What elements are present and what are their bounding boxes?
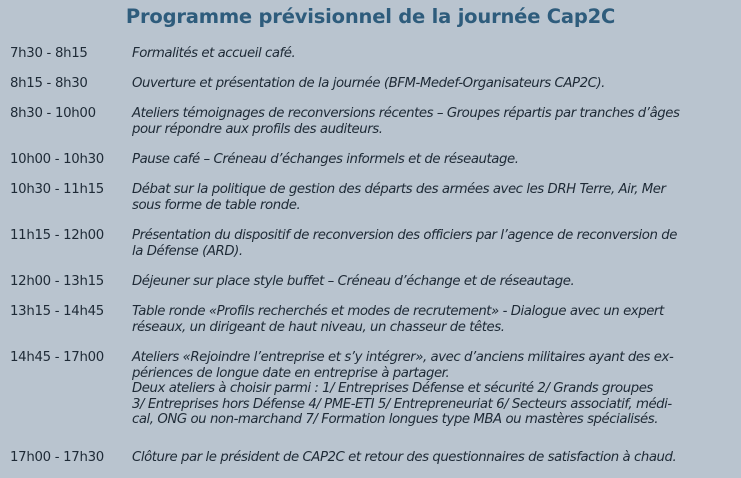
description-line: Ateliers «Rejoindre l’entreprise et s’y intégrer», avec d’anciens militaires ayant des ex- xyxy=(132,350,674,365)
schedule-time: 8h30 - 10h00 xyxy=(10,106,96,121)
schedule-time: 17h00 - 17h30 xyxy=(10,450,104,465)
schedule-time: 10h00 - 10h30 xyxy=(10,152,104,167)
schedule-time: 8h15 - 8h30 xyxy=(10,76,88,91)
schedule-description xyxy=(132,182,732,213)
page-title: Programme prévisionnel de la journée Cap2C xyxy=(125,5,616,28)
schedule-description xyxy=(132,46,732,62)
schedule-time: 12h00 - 13h15 xyxy=(10,274,104,289)
schedule-time: 10h30 - 11h15 xyxy=(10,182,104,197)
description-line: pour répondre aux profils des auditeurs. xyxy=(132,121,383,137)
schedule-description xyxy=(132,450,732,466)
schedule-time: 14h45 - 17h00 xyxy=(10,350,104,365)
schedule-description xyxy=(132,106,732,137)
description-line: réseaux, un dirigeant de haut niveau, un chasseur de têtes. xyxy=(132,319,505,335)
schedule-description xyxy=(132,76,732,92)
description-line: Deux ateliers à choisir parmi : 1/ Entreprises Défense et sécurité 2/ Grands groupes xyxy=(132,381,653,397)
schedule-time: 13h15 - 14h45 xyxy=(10,304,104,319)
description-line: Ateliers témoignages de reconversions récentes – Groupes répartis par tranches d’âges xyxy=(132,106,680,121)
schedule-description xyxy=(132,228,732,259)
description-line: Clôture par le président de CAP2C et retour des questionnaires de satisfaction à chaud. xyxy=(132,450,677,465)
description-line: Déjeuner sur place style buffet – Créneau d’échange et de réseautage. xyxy=(132,274,575,289)
schedule-description xyxy=(132,304,732,335)
description-line: sous forme de table ronde. xyxy=(132,197,301,213)
schedule-description xyxy=(132,274,732,290)
description-line: Ouverture et présentation de la journée (BFM-Medef-Organisateurs CAP2C). xyxy=(132,76,605,91)
description-line: Formalités et accueil café. xyxy=(132,46,296,61)
description-line: Table ronde «Profils recherchés et modes de recrutement» - Dialogue avec un expert xyxy=(132,304,664,319)
description-line: Pause café – Créneau d’échanges informels et de réseautage. xyxy=(132,152,519,167)
description-line: cal, ONG ou non-marchand 7/ Formation longues type MBA ou mastères spécialisés. xyxy=(132,412,659,428)
description-line: périences de longue date en entreprise à partager. xyxy=(132,365,450,381)
schedule-time: 7h30 - 8h15 xyxy=(10,46,88,61)
description-line: Débat sur la politique de gestion des départs des armées avec les DRH Terre, Air, Mer xyxy=(132,182,666,197)
schedule-description xyxy=(132,350,732,428)
description-line: Présentation du dispositif de reconversion des officiers par l’agence de reconversion de xyxy=(132,228,677,243)
schedule-time: 11h15 - 12h00 xyxy=(10,228,104,243)
description-line: 3/ Entreprises hors Défense 4/ PME-ETI 5/ Entrepreneuriat 6/ Secteurs associatif, médi- xyxy=(132,396,672,412)
schedule-description xyxy=(132,152,732,168)
description-line: la Défense (ARD). xyxy=(132,243,243,259)
